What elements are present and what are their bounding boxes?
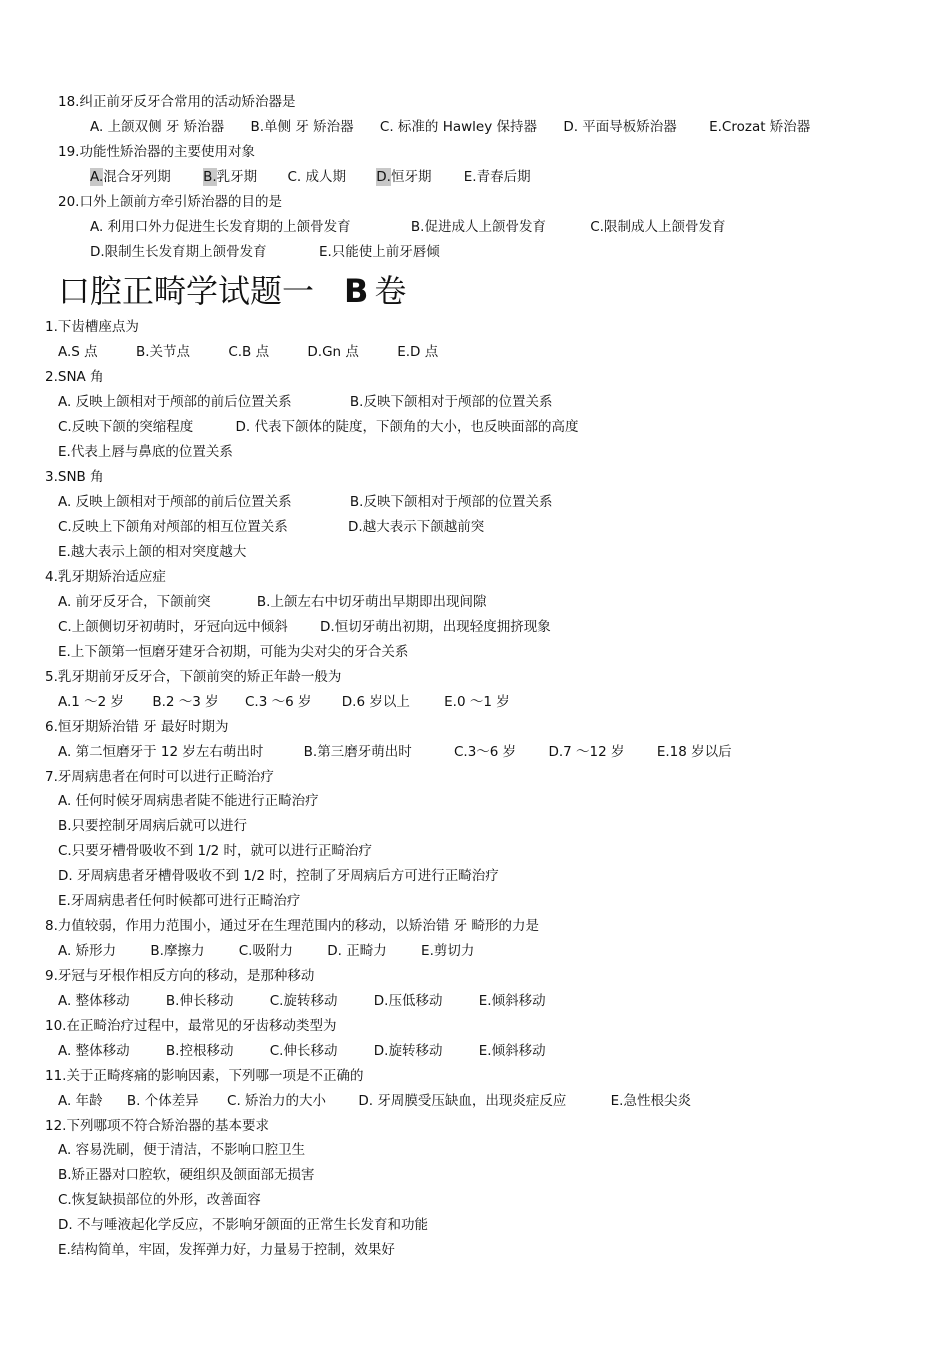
option-a: A. 上颌双侧 牙 矫治器: [90, 119, 225, 135]
option-e: E.倾斜移动: [478, 993, 546, 1009]
question-8-stem: 8.力值较弱，作用力范围小，通过牙在生理范围内的移动，以矫治错 牙 畸形的力是: [45, 918, 539, 934]
question-18-stem: 18.纠正前牙反牙合常用的活动矫治器是: [58, 94, 296, 110]
option-a: A. 反映上颌相对于颅部的前后位置关系: [58, 394, 292, 410]
option-c: C. 标准的 Hawley 保持器: [379, 119, 538, 135]
option-c: C.3～6 岁: [454, 744, 517, 760]
question-19-options: [90, 168, 531, 186]
option-a: A. 整体移动: [58, 993, 130, 1009]
question-2-options-row2: [58, 418, 579, 436]
option-e: E.只能使上前牙唇倾: [318, 244, 440, 260]
question-12-option-b: B.矫正器对口腔软，硬组织及颌面部无损害: [58, 1167, 315, 1183]
option-a: A. 反映上颌相对于颅部的前后位置关系: [58, 494, 292, 510]
option-b: B.上颌左右中切牙萌出早期即出现间隙: [256, 594, 487, 610]
question-11-options: [58, 1092, 691, 1110]
option-a-text: 混合牙列期: [103, 169, 171, 185]
option-d: D.恒切牙萌出初期，出现轻度拥挤现象: [320, 619, 551, 635]
question-7-stem: 7.牙周病患者在何时可以进行正畸治疗: [45, 769, 274, 785]
question-9-stem: 9.牙冠与牙根作相反方向的移动，是那种移动: [45, 968, 315, 984]
question-12-option-d: D. 不与唾液起化学反应，不影响牙颌面的正常生长发育和功能: [58, 1217, 428, 1233]
option-b: B.控根移动: [165, 1043, 234, 1059]
option-e: E.18 岁以后: [656, 744, 732, 760]
option-c: C.反映上下颌角对颅部的相互位置关系: [58, 519, 288, 535]
question-3-options-row1: [58, 493, 552, 511]
option-a-letter: A.: [90, 169, 104, 185]
question-2-options-row1: [58, 393, 552, 411]
exam-title: [58, 272, 406, 310]
option-a: A. 前牙反牙合，下颌前突: [58, 594, 211, 610]
question-10-stem: 10.在正畸治疗过程中，最常见的牙齿移动类型为: [45, 1018, 337, 1034]
option-b: B.反映下颌相对于颅部的位置关系: [349, 494, 553, 510]
option-d: D.限制生长发育期上颌骨发育: [90, 244, 267, 260]
option-e: E.急性根尖炎: [610, 1093, 691, 1109]
option-b: B.第三磨牙萌出时: [303, 744, 412, 760]
question-20-options-row2: [90, 243, 440, 261]
option-b: B.2 ～3 岁: [152, 694, 219, 710]
question-18-options: [90, 118, 810, 136]
option-b: B.关节点: [135, 344, 191, 360]
question-20-stem: 20.口外上颌前方牵引矫治器的目的是: [58, 194, 282, 210]
question-12-option-c: C.恢复缺损部位的外形，改善面容: [58, 1192, 261, 1208]
question-2-stem: 2.SNA 角: [45, 369, 104, 385]
question-7-option-e: E.牙周病患者任何时候都可进行正畸治疗: [58, 893, 301, 909]
question-19-stem: 19.功能性矫治器的主要使用对象: [58, 144, 255, 160]
question-12-option-e: E.结构简单，牢固，发挥弹力好，力量易于控制，效果好: [58, 1242, 395, 1258]
question-3-option-e: E.越大表示上颌的相对突度越大: [58, 544, 247, 560]
option-a: A. 整体移动: [58, 1043, 130, 1059]
option-d: D. 正畸力: [327, 943, 387, 959]
option-e: E.青春后期: [463, 169, 531, 185]
question-6-options: [58, 743, 732, 761]
option-a: A. 利用口外力促进生长发育期的上颌骨发育: [90, 219, 351, 235]
question-1-options: [58, 343, 438, 361]
option-b: B.摩擦力: [150, 943, 205, 959]
option-b-letter: B.: [203, 169, 217, 185]
question-4-option-e: E.上下颌第一恒磨牙建牙合初期，可能为尖对尖的牙合关系: [58, 644, 409, 660]
question-5-options: [58, 693, 510, 711]
option-e: E.D 点: [397, 344, 439, 360]
option-c: C.3 ～6 岁: [244, 694, 312, 710]
question-7-option-c: C.只要牙槽骨吸收不到 1/2 时，就可以进行正畸治疗: [58, 843, 373, 859]
question-10-options: [58, 1042, 546, 1060]
option-e: E.倾斜移动: [478, 1043, 546, 1059]
question-7-option-b: B.只要控制牙周病后就可以进行: [58, 818, 248, 834]
option-c: C.上颌侧切牙初萌时，牙冠向远中倾斜: [58, 619, 288, 635]
question-2-option-e: E.代表上唇与鼻底的位置关系: [58, 444, 233, 460]
title-bold-letter: B: [344, 272, 369, 310]
option-e: E.0 ～1 岁: [444, 694, 510, 710]
option-b-text: 乳牙期: [216, 169, 258, 185]
question-4-options-row1: [58, 593, 486, 611]
option-a: A. 第二恒磨牙于 12 岁左右萌出时: [58, 744, 264, 760]
option-c: C.伸长移动: [269, 1043, 338, 1059]
question-3-stem: 3.SNB 角: [45, 469, 104, 485]
option-b: B.单侧 牙 矫治器: [250, 119, 354, 135]
option-d: D.Gn 点: [307, 344, 359, 360]
option-d: D.旋转移动: [373, 1043, 443, 1059]
option-d-letter: D.: [376, 169, 391, 185]
option-c: C. 矫治力的大小: [227, 1093, 327, 1109]
question-12-option-a: A. 容易洗刷，便于清洁，不影响口腔卫生: [58, 1142, 306, 1158]
option-c: C.反映下颌的突缩程度: [58, 419, 194, 435]
option-b: B.伸长移动: [165, 993, 234, 1009]
question-3-options-row2: [58, 518, 484, 536]
option-b: B.促进成人上颌骨发育: [410, 219, 546, 235]
option-c: C.限制成人上颌骨发育: [590, 219, 726, 235]
option-d: D.7 ～12 岁: [548, 744, 625, 760]
question-6-stem: 6.恒牙期矫治错 牙 最好时期为: [45, 719, 229, 735]
title-suffix: 卷: [374, 272, 407, 310]
question-8-options: [58, 942, 474, 960]
question-7-option-d: D. 牙周病患者牙槽骨吸收不到 1/2 时，控制了牙周病后方可进行正畸治疗: [58, 868, 499, 884]
question-4-stem: 4.乳牙期矫治适应症: [45, 569, 166, 585]
question-9-options: [58, 992, 546, 1010]
question-11-stem: 11.关于正畸疼痛的影响因素，下列哪一项是不正确的: [45, 1068, 364, 1084]
option-a: A. 矫形力: [58, 943, 117, 959]
option-d: D. 牙周膜受压缺血，出现炎症反应: [358, 1093, 567, 1109]
option-b: B.反映下颌相对于颅部的位置关系: [349, 394, 553, 410]
option-c: C.B 点: [228, 344, 270, 360]
option-d: D.越大表示下颌越前突: [348, 519, 485, 535]
option-a: A. 年龄: [58, 1093, 103, 1109]
option-c: C. 成人期: [287, 169, 346, 185]
question-5-stem: 5.乳牙期前牙反牙合，下颌前突的矫正年龄一般为: [45, 669, 342, 685]
option-a: A.1 ～2 岁: [58, 694, 125, 710]
question-1-stem: 1.下齿槽座点为: [45, 319, 139, 335]
title-main: 口腔正畸学试题一: [58, 272, 315, 310]
question-12-stem: 12.下列哪项不符合矫治器的基本要求: [45, 1118, 269, 1134]
option-d-text: 恒牙期: [390, 169, 432, 185]
option-d: D. 代表下颌体的陡度，下颌角的大小，也反映面部的高度: [235, 419, 579, 435]
question-4-options-row2: [58, 618, 551, 636]
option-b: B. 个体差异: [126, 1093, 199, 1109]
option-c: C.旋转移动: [269, 993, 338, 1009]
question-20-options-row1: [90, 218, 725, 236]
option-d: D.6 岁以上: [341, 694, 410, 710]
option-e: E.Crozat 矫治器: [709, 119, 811, 135]
option-c: C.吸附力: [238, 943, 293, 959]
option-e: E.剪切力: [421, 943, 475, 959]
option-d: D.压低移动: [373, 993, 443, 1009]
option-a: A.S 点: [58, 344, 98, 360]
question-7-option-a: A. 任何时候牙周病患者陡不能进行正畸治疗: [58, 793, 319, 809]
option-d: D. 平面导板矫治器: [563, 119, 677, 135]
